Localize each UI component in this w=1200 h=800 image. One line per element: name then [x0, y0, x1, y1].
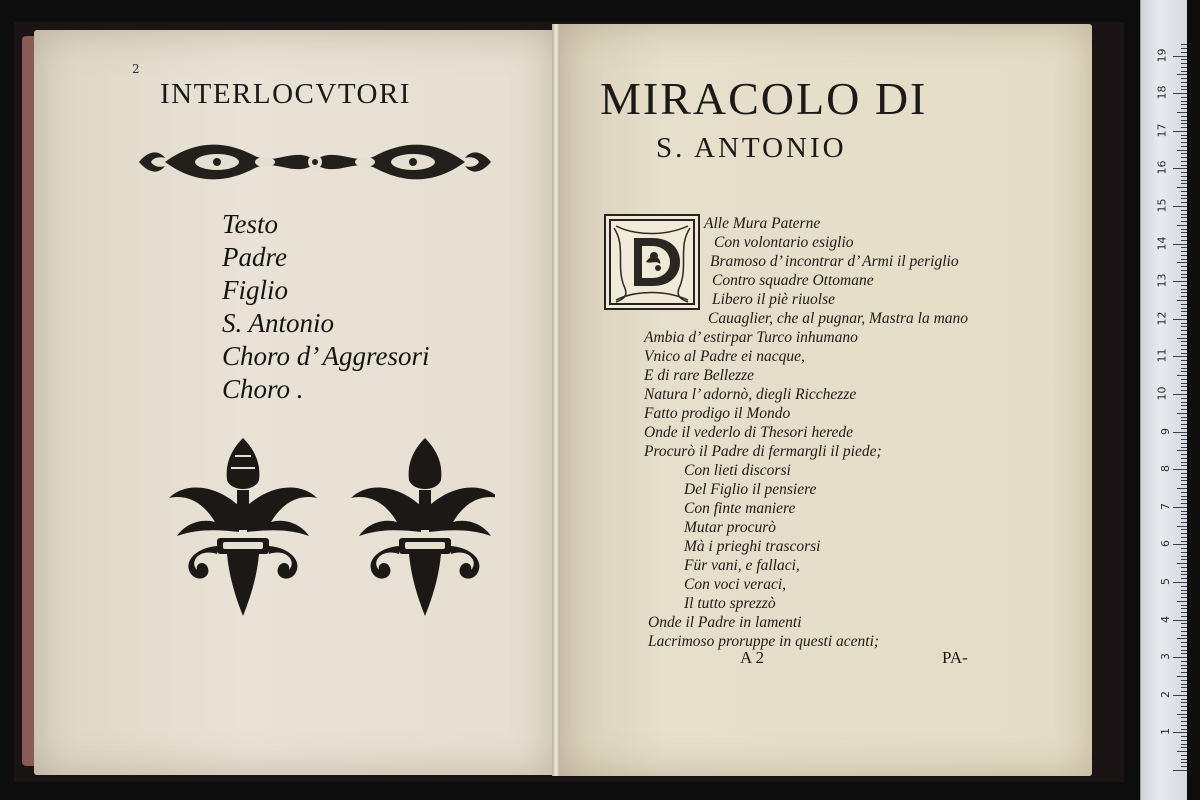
cast-item: Choro .	[222, 374, 304, 404]
ruler-tick	[1181, 251, 1187, 252]
ruler-tick	[1181, 217, 1187, 218]
verse-line: Con volontario esiglio	[714, 234, 854, 251]
ruler-tick	[1181, 428, 1187, 429]
ruler-tick	[1177, 375, 1187, 376]
ruler-tick	[1181, 435, 1187, 436]
ruler-tick	[1173, 732, 1187, 733]
ruler-tick	[1177, 488, 1187, 489]
ruler-tick	[1181, 398, 1187, 399]
ruler-tick	[1177, 751, 1187, 752]
measuring-ruler	[1140, 0, 1187, 800]
verse-line: Bramoso d’ incontrar d’ Armi il periglio	[710, 253, 959, 270]
ruler-tick	[1181, 631, 1187, 632]
ruler-tick	[1181, 180, 1187, 181]
ruler-tick	[1181, 672, 1187, 673]
ruler-tick	[1181, 762, 1187, 763]
ruler-tick	[1181, 108, 1187, 109]
ruler-number: 18	[1155, 85, 1169, 100]
verse-line: E di rare Bellezze	[644, 367, 755, 384]
ruler-tick	[1181, 101, 1187, 102]
ruler-tick	[1181, 326, 1187, 327]
play-subtitle: S. ANTONIO	[656, 132, 847, 164]
ruler-tick	[1181, 556, 1187, 557]
ruler-tick	[1181, 330, 1187, 331]
ruler-tick	[1181, 123, 1187, 124]
ruler-tick	[1181, 304, 1187, 305]
ruler-number: 16	[1155, 160, 1169, 175]
ruler-number: 19	[1155, 48, 1169, 63]
ruler-number: 14	[1155, 236, 1169, 251]
verse-line: Mà i prieghi trascorsi	[684, 538, 821, 555]
signature-mark: A 2	[740, 648, 765, 667]
ruler-tick	[1181, 420, 1187, 421]
ruler-tick	[1181, 462, 1187, 463]
ruler-number: 9	[1159, 427, 1172, 435]
ruler-number: 13	[1155, 273, 1169, 288]
ruler-tick	[1173, 770, 1187, 771]
ruler-tick	[1181, 454, 1187, 455]
ruler-tick	[1181, 71, 1187, 72]
ruler-tick	[1181, 653, 1187, 654]
ruler-tick	[1177, 112, 1187, 113]
ruler-tick	[1181, 277, 1187, 278]
ruler-tick	[1181, 623, 1187, 624]
verse-line: Ambia d’ estirpar Turco inhumano	[644, 329, 858, 346]
ruler-number: 1	[1159, 728, 1172, 736]
ruler-tick	[1181, 172, 1187, 173]
ruler-tick	[1181, 661, 1187, 662]
ruler-tick	[1181, 308, 1187, 309]
ruler-tick	[1181, 52, 1187, 53]
ruler-tick	[1181, 586, 1187, 587]
ruler-tick	[1181, 616, 1187, 617]
ruler-tick	[1181, 699, 1187, 700]
ruler-tick	[1181, 559, 1187, 560]
ruler-tick	[1181, 736, 1187, 737]
ruler-tick	[1173, 356, 1187, 357]
ruler-tick	[1173, 56, 1187, 57]
ruler-tick	[1181, 311, 1187, 312]
ruler-tick	[1181, 142, 1187, 143]
ruler-tick	[1181, 593, 1187, 594]
ruler-tick	[1181, 484, 1187, 485]
ruler-tick	[1181, 289, 1187, 290]
ruler-tick	[1181, 417, 1187, 418]
ruler-tick	[1177, 676, 1187, 677]
ruler-tick	[1173, 281, 1187, 282]
ruler-tick	[1173, 394, 1187, 395]
ruler-tick	[1181, 255, 1187, 256]
ruler-tick	[1181, 597, 1187, 598]
ornament-icon	[135, 136, 495, 188]
ruler-tick	[1177, 300, 1187, 301]
catchword: PA-	[942, 648, 968, 667]
ruler-tick	[1181, 571, 1187, 572]
ruler-tick	[1181, 684, 1187, 685]
ruler-tick	[1181, 477, 1187, 478]
ruler-tick	[1181, 390, 1187, 391]
ruler-tick	[1181, 548, 1187, 549]
ruler-tick	[1181, 82, 1187, 83]
book-gutter	[552, 24, 560, 776]
ruler-tick	[1173, 620, 1187, 621]
ruler-tick	[1181, 210, 1187, 211]
ruler-tick	[1181, 465, 1187, 466]
ruler-tick	[1181, 345, 1187, 346]
ruler-tick	[1173, 131, 1187, 132]
ruler-tick	[1181, 285, 1187, 286]
ruler-tick	[1181, 63, 1187, 64]
ruler-tick	[1181, 729, 1187, 730]
ruler-tick	[1173, 168, 1187, 169]
ruler-tick	[1173, 206, 1187, 207]
ruler-tick	[1181, 574, 1187, 575]
ruler-tick	[1181, 59, 1187, 60]
ruler-tick	[1181, 691, 1187, 692]
verse-line: Für vani, e fallaci,	[684, 557, 800, 574]
ruler-tick	[1181, 439, 1187, 440]
ruler-tick	[1173, 695, 1187, 696]
ruler-tick	[1181, 511, 1187, 512]
ruler-tick	[1181, 153, 1187, 154]
cast-item: Testo	[222, 209, 279, 239]
cast-heading: INTERLOCVTORI	[160, 78, 411, 110]
ruler-tick	[1181, 202, 1187, 203]
ruler-tick	[1181, 492, 1187, 493]
ruler-tick	[1181, 680, 1187, 681]
ruler-tick	[1181, 386, 1187, 387]
ruler-tick	[1177, 450, 1187, 451]
verse-line: Mutar procurò	[684, 519, 776, 536]
verse-line: Onde il Padre in lamenti	[648, 614, 802, 631]
ruler-tick	[1181, 270, 1187, 271]
ruler-tick	[1181, 259, 1187, 260]
ruler-tick	[1181, 165, 1187, 166]
verse-line: Del Figlio il pensiere	[684, 481, 817, 498]
ruler-tick	[1181, 116, 1187, 117]
ruler-tick	[1181, 232, 1187, 233]
verse-line: Con voci veraci,	[684, 576, 787, 593]
ruler-tick	[1181, 717, 1187, 718]
ruler-tick	[1181, 747, 1187, 748]
ruler-tick	[1181, 86, 1187, 87]
ruler-tick	[1181, 668, 1187, 669]
ruler-tick	[1181, 522, 1187, 523]
ruler-tick	[1181, 120, 1187, 121]
ruler-tick	[1177, 225, 1187, 226]
ruler-tick	[1177, 413, 1187, 414]
ruler-tick	[1181, 198, 1187, 199]
ruler-tick	[1181, 533, 1187, 534]
ruler-tick	[1181, 605, 1187, 606]
ruler-tick	[1181, 552, 1187, 553]
ruler-tick	[1181, 612, 1187, 613]
ruler-tick	[1181, 104, 1187, 105]
ruler-tick	[1181, 642, 1187, 643]
ruler-tick	[1181, 665, 1187, 666]
ruler-tick	[1181, 138, 1187, 139]
ruler-tick	[1177, 563, 1187, 564]
ruler-number: 5	[1159, 578, 1172, 585]
ruler-number: 6	[1159, 540, 1172, 548]
ruler-tick	[1181, 353, 1187, 354]
ruler-tick	[1181, 229, 1187, 230]
ruler-tick	[1181, 706, 1187, 707]
ruler-tick	[1181, 402, 1187, 403]
ruler-tick	[1177, 526, 1187, 527]
ruler-tick	[1181, 368, 1187, 369]
ruler-tick	[1181, 236, 1187, 237]
ruler-tick	[1181, 364, 1187, 365]
ruler-tick	[1181, 590, 1187, 591]
ruler-tick	[1177, 150, 1187, 151]
ruler-tick	[1181, 334, 1187, 335]
ruler-tick	[1181, 766, 1187, 767]
ruler-tick	[1181, 161, 1187, 162]
ruler-tick	[1181, 514, 1187, 515]
ruler-tick	[1181, 405, 1187, 406]
ruler-tick	[1181, 146, 1187, 147]
cast-item: Padre	[222, 242, 287, 272]
ruler-tick	[1181, 518, 1187, 519]
verse-line: Con finte maniere	[684, 500, 796, 517]
ruler-tick	[1177, 338, 1187, 339]
ruler-tick	[1177, 74, 1187, 75]
ruler-tick	[1181, 341, 1187, 342]
ruler-tick	[1181, 195, 1187, 196]
ruler-tick	[1181, 360, 1187, 361]
ruler-tick	[1181, 608, 1187, 609]
ruler-tick	[1181, 755, 1187, 756]
ruler-tick	[1173, 469, 1187, 470]
verse-line: Onde il vederlo di Thesori herede	[644, 424, 854, 441]
ruler-tick	[1177, 714, 1187, 715]
ruler-tick	[1177, 638, 1187, 639]
ruler-tick	[1181, 127, 1187, 128]
ruler-tick	[1181, 44, 1187, 45]
ruler-tick	[1181, 266, 1187, 267]
ruler-tick	[1181, 443, 1187, 444]
ruler-tick	[1181, 650, 1187, 651]
ruler-tick	[1181, 687, 1187, 688]
ruler-number: 17	[1155, 123, 1169, 138]
ruler-tick	[1177, 262, 1187, 263]
ruler-tick	[1181, 424, 1187, 425]
ruler-tick	[1181, 274, 1187, 275]
ruler-tick	[1181, 740, 1187, 741]
ruler-tick	[1181, 78, 1187, 79]
decorated-initial-d-icon	[604, 214, 700, 310]
ruler-number: 3	[1159, 653, 1172, 661]
ruler-tick	[1181, 371, 1187, 372]
verse-line: Procurò il Padre di fermargli il piede;	[644, 443, 882, 460]
ruler-tick	[1181, 183, 1187, 184]
ruler-tick	[1181, 725, 1187, 726]
verse-line: Cauaglier, che al pugnar, Mastra la mano	[708, 310, 969, 327]
ruler-tick	[1181, 240, 1187, 241]
ruler-tick	[1181, 702, 1187, 703]
ruler-tick	[1181, 191, 1187, 192]
ruler-tick	[1181, 744, 1187, 745]
ruler-tick	[1177, 187, 1187, 188]
ruler-tick	[1181, 379, 1187, 380]
ruler-tick	[1173, 582, 1187, 583]
ruler-tick	[1173, 544, 1187, 545]
verse-line: Alle Mura Paterne	[704, 215, 821, 232]
verse-line: Il tutto sprezzò	[684, 595, 776, 612]
ruler-tick	[1181, 89, 1187, 90]
ruler-tick	[1181, 473, 1187, 474]
ruler-tick	[1181, 247, 1187, 248]
ruler-tick	[1181, 721, 1187, 722]
verse-line: Lacrimoso proruppe in questi acenti;	[648, 633, 880, 650]
ruler-tick	[1181, 499, 1187, 500]
ruler-number: 15	[1155, 198, 1169, 213]
play-title: MIRACOLO DI	[600, 73, 928, 124]
ruler-tick	[1181, 458, 1187, 459]
verse-line: Fatto prodigo il Mondo	[644, 405, 791, 422]
cast-item: Choro d’ Aggresori	[222, 341, 430, 371]
ruler-number: 7	[1159, 502, 1172, 510]
ruler-tick	[1181, 176, 1187, 177]
ruler-tick	[1181, 529, 1187, 530]
verse-line: Contro squadre Ottomane	[712, 272, 874, 289]
ruler-tick	[1181, 349, 1187, 350]
ruler-tick	[1181, 48, 1187, 49]
ruler-tick	[1173, 319, 1187, 320]
ruler-tick	[1181, 292, 1187, 293]
ruler-tick	[1181, 157, 1187, 158]
ruler-tick	[1181, 537, 1187, 538]
ruler-tick	[1181, 759, 1187, 760]
ruler-number: 12	[1155, 311, 1169, 326]
ruler-tick	[1181, 135, 1187, 136]
ruler-number: 2	[1159, 690, 1172, 698]
ruler-tick	[1173, 244, 1187, 245]
verse-line: Con lieti discorsi	[684, 462, 791, 479]
ruler-tick	[1181, 323, 1187, 324]
ruler-tick	[1177, 601, 1187, 602]
ruler-tick	[1181, 578, 1187, 579]
ruler-tick	[1181, 383, 1187, 384]
ruler-tick	[1181, 315, 1187, 316]
ruler-tick	[1181, 67, 1187, 68]
ruler-tick	[1181, 409, 1187, 410]
ruler-tick	[1181, 296, 1187, 297]
ruler-tick	[1181, 496, 1187, 497]
ruler-tick	[1181, 710, 1187, 711]
verse-line: Vnico al Padre ei nacque,	[644, 348, 805, 365]
ruler-number: 10	[1155, 386, 1169, 401]
ruler-tick	[1181, 627, 1187, 628]
ruler-tick	[1181, 214, 1187, 215]
page-number: 2	[132, 62, 140, 76]
ruler-tick	[1181, 567, 1187, 568]
verse-line: Natura l’ adornò, diegli Ricchezze	[644, 386, 857, 403]
ruler-tick	[1181, 646, 1187, 647]
ruler-tick	[1173, 507, 1187, 508]
ruler-tick	[1181, 635, 1187, 636]
ruler-number: 8	[1159, 465, 1172, 473]
ruler-tick	[1173, 93, 1187, 94]
ruler-number: 4	[1159, 615, 1172, 623]
ruler-tick	[1181, 447, 1187, 448]
ruler-number: 11	[1155, 348, 1169, 363]
cast-item: S. Antonio	[222, 308, 335, 338]
ruler-tick	[1181, 97, 1187, 98]
ruler-tick	[1181, 480, 1187, 481]
ruler-tick	[1173, 432, 1187, 433]
cast-item: Figlio	[222, 275, 288, 305]
ruler-tick	[1181, 221, 1187, 222]
ruler-tick	[1173, 657, 1187, 658]
ruler-tick	[1181, 503, 1187, 504]
ruler-tick	[1181, 541, 1187, 542]
verse-line: Libero il piè riuolse	[712, 291, 835, 308]
